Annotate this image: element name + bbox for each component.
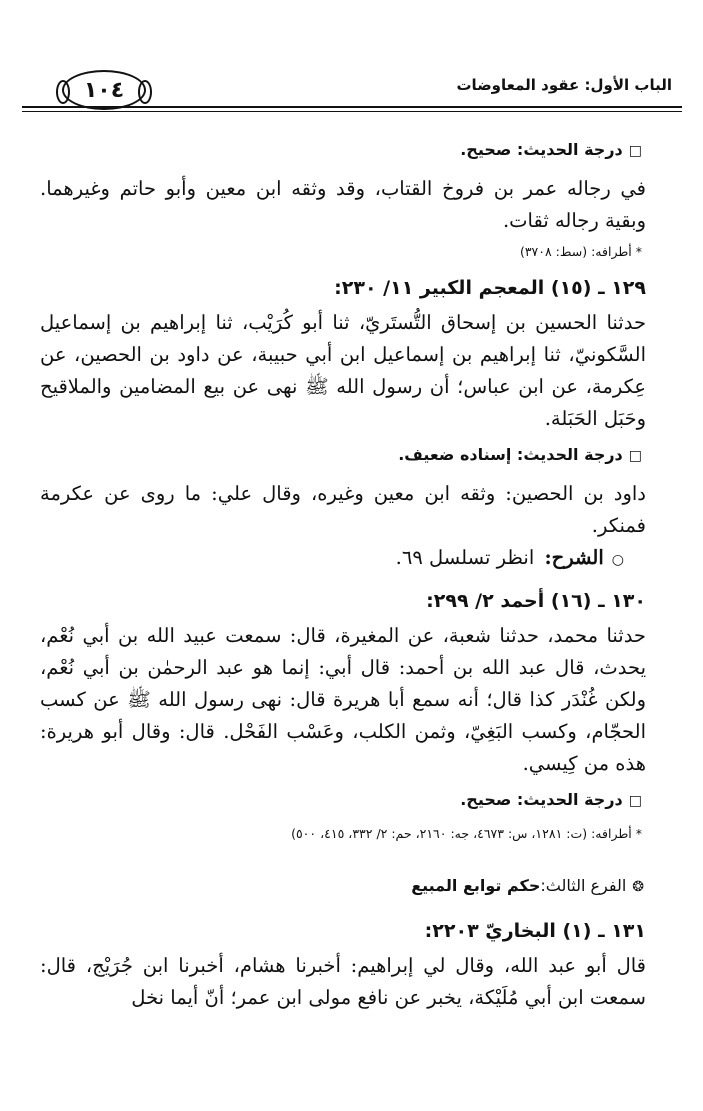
sharh-label: الشرح: bbox=[544, 546, 604, 569]
text-line: وغيرهما. وبقية رجاله ثقات. bbox=[40, 177, 646, 232]
text-line: الحصين، عن عِكرمة، عن ابن عباس؛ أن رسول الله ﷺ نهى عن بيع bbox=[40, 343, 646, 398]
section-mark-icon: ❂ bbox=[632, 879, 644, 895]
hadith-title: ١٣٠ ـ (١٦) أحمد ٢/ ٢٩٩: bbox=[426, 590, 646, 612]
square-bullet-icon: □ bbox=[628, 448, 642, 464]
text-line: هريرة: هذه من كِيسي. bbox=[40, 720, 646, 775]
text-line: قال أبو عبد الله، وقال لي إبراهيم: أخبرنا هشام، أخبرنا ابن جُرَيْج، bbox=[85, 954, 647, 977]
sharh-note bbox=[40, 542, 646, 576]
page-number: ١٠٤ bbox=[83, 77, 125, 103]
page-number-badge bbox=[62, 70, 146, 110]
page-header bbox=[22, 70, 682, 116]
branch-label: الفرع الثالث: bbox=[540, 876, 627, 895]
paragraph bbox=[40, 478, 646, 542]
atraf-note: * أطرافه: (سط: ٣٧٠٨) bbox=[519, 244, 642, 259]
atraf-note: * أطرافه: (ت: ١٢٨١، س: ٤٦٧٣، جه: ٢١٦٠، حم: ٢/ ٣٣٢، ٤١٥، ٥٠٠) bbox=[291, 826, 642, 841]
text-line: عكرمة فمنكر. bbox=[40, 482, 646, 537]
paragraph bbox=[40, 307, 646, 435]
square-bullet-icon: □ bbox=[628, 793, 642, 809]
hadith-title: ١٣١ ـ (١) البخاريّ ٢٢٠٣: bbox=[424, 920, 646, 942]
hadith-title: ١٢٩ ـ (١٥) المعجم الكبير ١١/ ٢٣٠: bbox=[334, 277, 646, 299]
page-content bbox=[40, 130, 646, 1014]
running-title: الباب الأول: عقود المعاوضات bbox=[456, 76, 672, 94]
text-line: نُعْم، ولكن غُنْدَر كذا قال؛ أنه سمع أبا هريرة قال: نهى رسول الله ﷺ عن bbox=[40, 656, 646, 711]
text-line: قال: سمعت ابن أبي مُلَيْكة، يخبر عن نافع مولى ابن عمر؛ أنّ أيما نخل bbox=[40, 954, 646, 1009]
paragraph bbox=[40, 173, 646, 237]
paragraph bbox=[40, 620, 646, 780]
sharh-text: انظر تسلسل ٦٩. bbox=[395, 546, 535, 569]
text-line: حدثنا الحسين بن إسحاق التُّستَريّ، ثنا أبو كُرَيْب، ثنا إبراهيم بن bbox=[120, 311, 646, 334]
branch-title: حكم توابع المبيع bbox=[411, 876, 541, 895]
text-line: في رجاله عمر بن فروخ القتاب، وقد وثقه ابن معين وأبو حاتم bbox=[119, 177, 646, 200]
square-bullet-icon: □ bbox=[628, 143, 642, 159]
text-line: داود بن الحصين: وثقه ابن معين وغيره، وقال علي: ما روى عن bbox=[104, 482, 646, 505]
branch-heading bbox=[40, 871, 646, 902]
hadith-grade: □درجة الحديث: إسناده ضعيف. bbox=[398, 445, 642, 464]
text-line: المضامين والملاقيح وحَبَل الحَبَلة. bbox=[40, 375, 646, 430]
text-line: حدثنا محمد، حدثنا شعبة، عن المغيرة، قال: سمعت عبيد الله بن أبي bbox=[82, 624, 646, 647]
circle-bullet-icon: ○ bbox=[611, 552, 624, 568]
hadith-grade: □درجة الحديث: صحيح. bbox=[460, 140, 642, 159]
text-line: إسماعيل السَّكونيّ، ثنا إبراهيم بن إسماعيل ابن أبي حبيبة، عن داود بن bbox=[40, 311, 646, 366]
text-line: نُعْم، يحدث، قال عبد الله بن أحمد: قال أبي: إنما هو عبد الرحمٰن بن أبي bbox=[40, 624, 646, 679]
hadith-grade: □درجة الحديث: صحيح. bbox=[460, 790, 642, 809]
paragraph bbox=[40, 950, 646, 1014]
header-rule bbox=[22, 106, 682, 108]
header-rule-thin bbox=[22, 111, 682, 112]
text-line: كسب الحجّام، وكسب البَغِيّ، وثمن الكلب، وعَسْب الفَحْل. قال: وقال أبو bbox=[40, 688, 646, 743]
